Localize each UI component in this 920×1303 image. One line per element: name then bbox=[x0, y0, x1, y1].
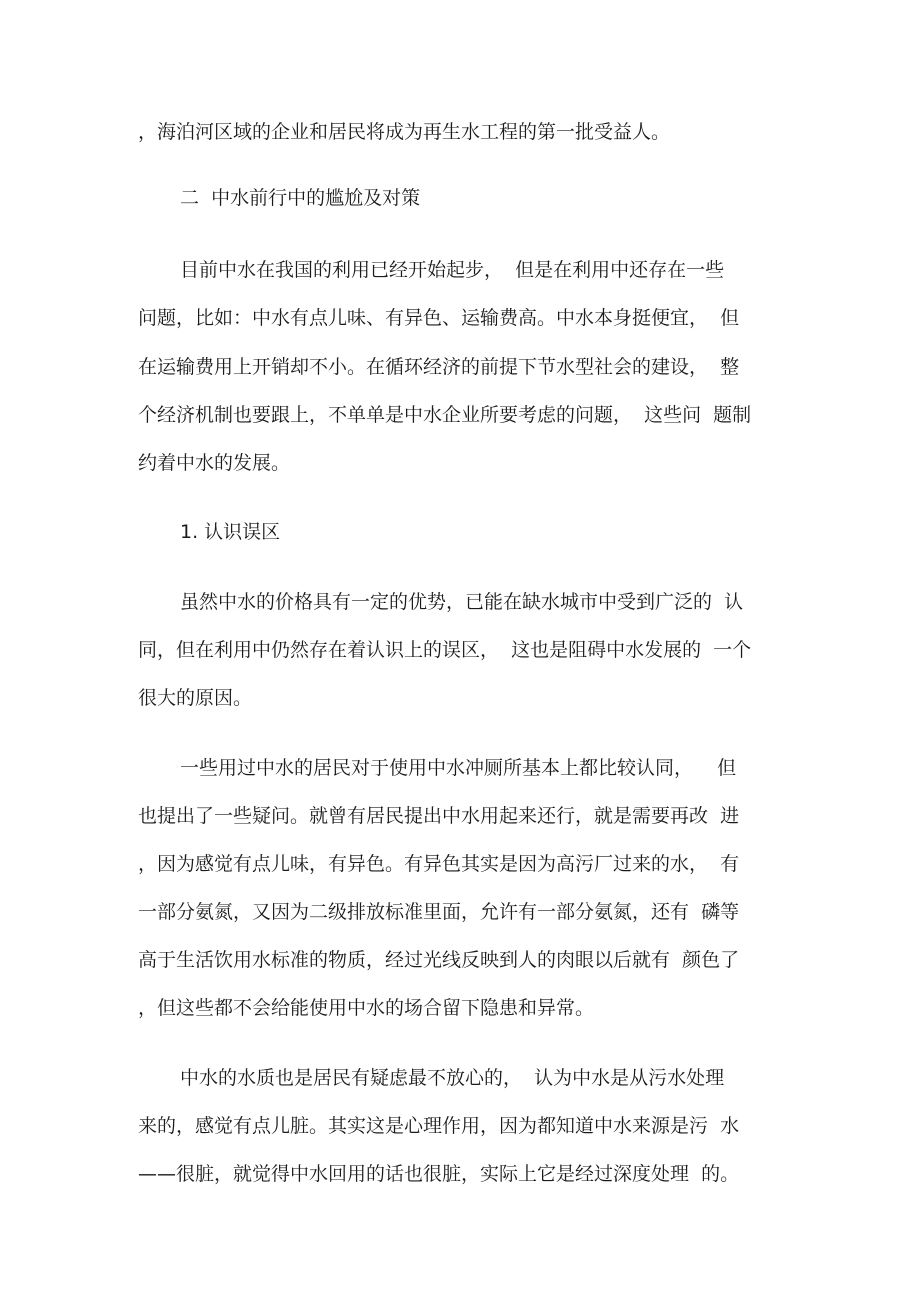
paragraph-2-line-1: 虽然中水的价格具有一定的优势，已能在缺水城市中受到广泛的 认 bbox=[180, 591, 744, 613]
paragraph-3-line-5: 高于生活饮用水标准的物质，经过光线反映到人的肉眼以后就有 颜色了 bbox=[138, 949, 740, 971]
paragraph-1-line-5: 约着中水的发展。 bbox=[138, 452, 291, 474]
paragraph-1-line-1: 目前中水在我国的利用已经开始起步， 但是在利用中还存在一些 bbox=[180, 259, 725, 281]
paragraph-4-line-2: 来的，感觉有点儿脏。其实这是心理作用，因为都知道中水来源是污 水 bbox=[138, 1115, 740, 1137]
paragraph-1-line-2: 问题，比如：中水有点儿味、有异色、运输费高。中水本身挺便宜， 但 bbox=[138, 307, 740, 329]
paragraph-3-line-2: 也提出了一些疑问。就曾有居民提出中水用起来还行，就是需要再改 进 bbox=[138, 805, 740, 827]
text-line-continuation: ，海泊河区域的企业和居民将成为再生水工程的第一批受益人。 bbox=[138, 121, 671, 143]
paragraph-1-line-4: 个经济机制也要跟上，不单单是中水企业所要考虑的问题， 这些问 题制 bbox=[138, 404, 752, 426]
paragraph-3-line-3: ，因为感觉有点儿味，有异色。有异色其实是因为高污厂过来的水， 有 bbox=[138, 853, 740, 875]
section-heading: 二 中水前行中的尴尬及对策 bbox=[180, 187, 421, 209]
paragraph-3-line-4: 一部分氨氮，又因为二级排放标准里面，允许有一部分氨氮，还有 磷等 bbox=[138, 901, 740, 923]
paragraph-2-line-3: 很大的原因。 bbox=[138, 687, 253, 709]
paragraph-3-line-1: 一些用过中水的居民对于使用中水冲厕所基本上都比较认同， 但 bbox=[180, 757, 737, 779]
paragraph-4-line-1: 中水的水质也是居民有疑虑最不放心的， 认为中水是从污水处理 bbox=[180, 1067, 725, 1089]
paragraph-3-line-6: ，但这些都不会给能使用中水的场合留下隐患和异常。 bbox=[138, 997, 595, 1019]
paragraph-1-line-3: 在运输费用上开销却不小。在循环经济的前提下节水型社会的建设， 整 bbox=[138, 356, 740, 378]
paragraph-2-line-2: 同，但在利用中仍然存在着认识上的误区， 这也是阻碍中水发展的 一个 bbox=[138, 639, 752, 661]
subsection-heading: 1. 认识误区 bbox=[180, 521, 281, 543]
paragraph-4-line-3: ——很脏，就觉得中水回用的话也很脏，实际上它是经过深度处理 的。 bbox=[138, 1163, 740, 1185]
